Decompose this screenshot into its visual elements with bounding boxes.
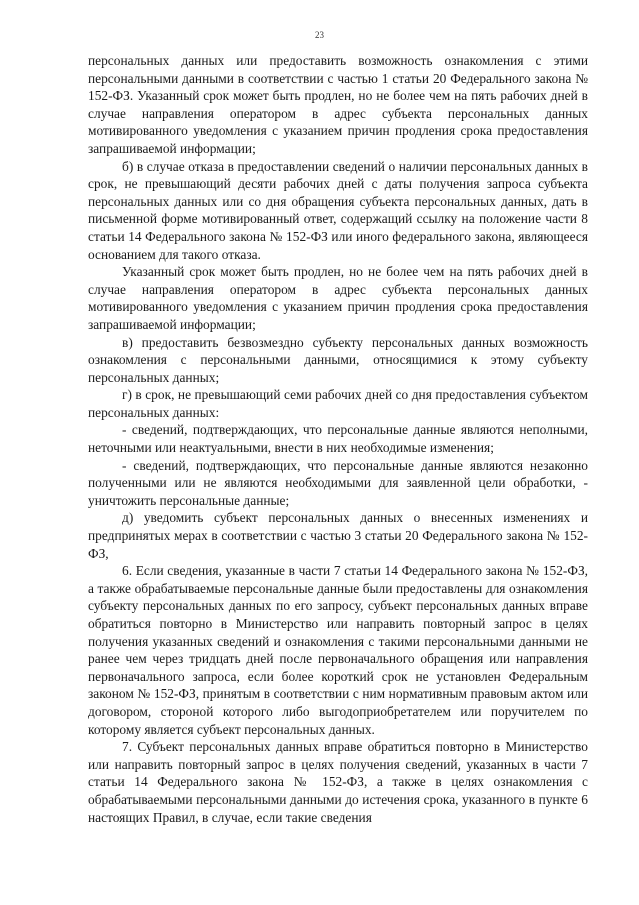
paragraph-continuation: персональных данных или предоставить возможность ознакомления с этими персональными данными в соответствии с частью 1 статьи 20 Федерального закона № 152-ФЗ. Указанный срок может быть продлен, но не более чем на пять рабочих дней в случае направления оператором в адрес субъекта персональных данных мотивированного уведомления с указанием причин продления срока предоставления запрашиваемой информации; [88, 53, 588, 156]
paragraph-extension-note: Указанный срок может быть продлен, но не более чем на пять рабочих дней в случае направления оператором в адрес субъекта персональных данных мотивированного уведомления с указанием причин продления срока предоставления запрашиваемой информации; [88, 264, 588, 332]
paragraph-point-6: 6. Если сведения, указанные в части 7 статьи 14 Федерального закона № 152-ФЗ, а также обрабатываемые персональные данные были предоставлены для ознакомления субъекту персональных данных по его запросу, субъект персональных данных вправе обратиться повторно в Министерство или направить повторный запрос в целях получения указанных сведений и ознакомления с такими персональными данными не ранее чем через тридцать дней после первоначального обращения или направления первоначального запроса, если более короткий срок не установлен Федеральным законом № 152-ФЗ, принятым в соответствии с ним нормативным правовым актом или договором, стороной которого либо выгодоприобретателем или поручителем по которому является субъект персональных данных. [88, 563, 588, 737]
paragraph-dash-illegal: - сведений, подтверждающих, что персональные данные являются незаконно полученными или не являются необходимыми для заявленной цели обработки, - уничтожить персональные данные; [88, 457, 588, 508]
paragraph-dash-incomplete: - сведений, подтверждающих, что персональные данные являются неполными, неточными или неактуальными, внести в них необходимые изменения; [88, 422, 588, 456]
paragraph-item-d: д) уведомить субъект персональных данных о внесенных изменениях и предпринятых мерах в соответствии с частью 3 статьи 20 Федерального закона № 152-ФЗ, [88, 510, 588, 561]
paragraph-item-b: б) в случае отказа в предоставлении сведений о наличии персональных данных в срок, не превышающий десяти рабочих дней с даты получения запроса субъекта персональных данных или со дня обращения субъекта персональных данных, дать в письменной форме мотивированный ответ, содержащий ссылку на положение части 8 статьи 14 Федерального закона № 152-ФЗ или иного федерального закона, являющееся основанием для такого отказа. [88, 158, 588, 262]
paragraph-item-v: в) предоставить безвозмездно субъекту персональных данных возможность ознакомления с персональными данными, относящимися к этому субъекту персональных данных; [88, 334, 588, 385]
paragraph-point-7: 7. Субъект персональных данных вправе обратиться повторно в Министерство или направить повторный запрос в целях получения сведений, указанных в части 7 статьи 14 Федерального закона № 152-ФЗ, а также в целях ознакомления с обрабатываемыми персональными данными до истечения срока, указанного в пункте 6 настоящих Правил, в случае, если такие сведения [88, 739, 588, 825]
paragraph-item-g: г) в срок, не превышающий семи рабочих дней со дня предоставления субъектом персональных данных: [88, 387, 588, 420]
page-number: 23 [315, 30, 324, 40]
document-body [88, 52, 588, 826]
